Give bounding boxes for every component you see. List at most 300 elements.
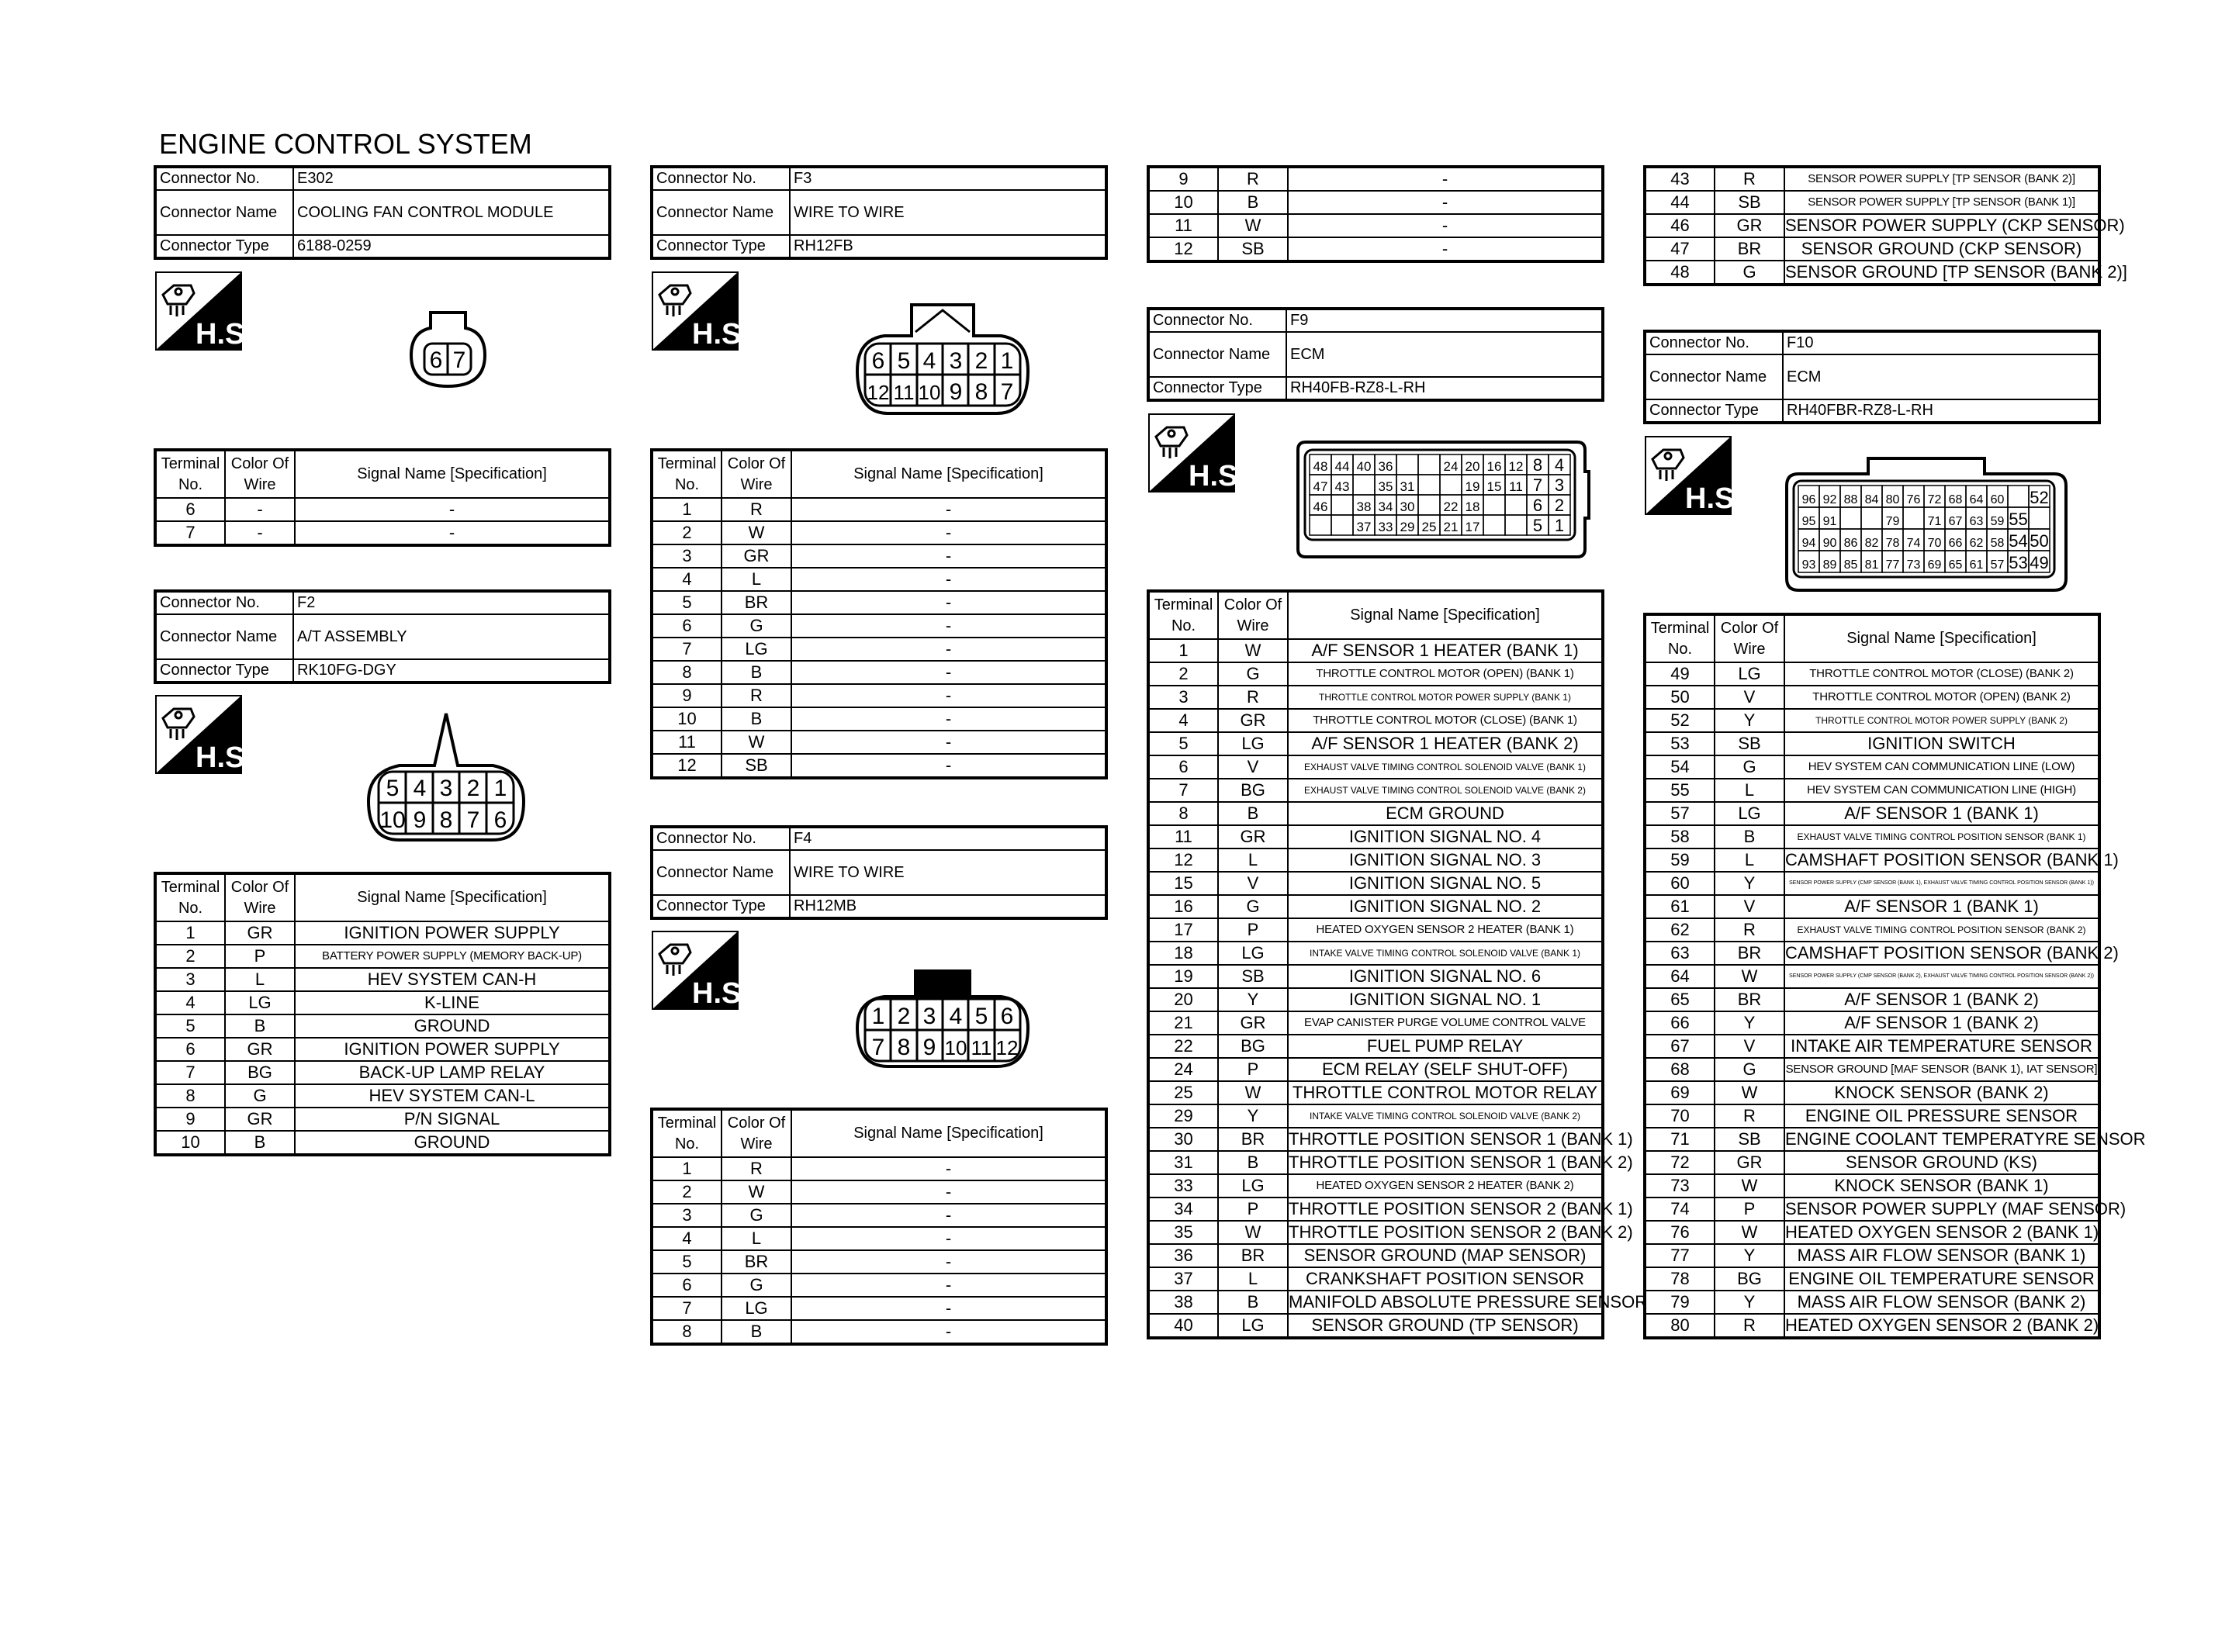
table-row [1645,167,2099,191]
label-connector-type: Connector Type [1148,377,1286,400]
signal-name-cell: ECM GROUND [1288,802,1603,825]
table-row [1645,942,2099,965]
col-signal-name: Signal Name [Specification] [1288,591,1603,639]
wire-color-cell: GR [225,1038,295,1061]
table-row [155,1108,610,1131]
pin-cell [1331,515,1353,535]
terminal-cell: 55 [1645,779,1715,802]
table-row [652,1204,1106,1227]
table-row [1645,732,2099,755]
pin-label: 62 [1969,537,1984,550]
table-row [652,661,1106,684]
label-connector-type: Connector Type [652,895,790,918]
table-row [1148,872,1603,895]
signal-name-cell: FUEL PUMP RELAY [1288,1035,1603,1058]
signal-name-cell: - [791,568,1106,591]
pin-label: 6 [429,347,443,373]
col-signal-name: Signal Name [Specification] [295,873,610,921]
wire-color-cell: LG [1218,1314,1288,1338]
pin-label: 38 [1356,499,1372,514]
pin-label: 76 [1906,493,1921,506]
pin-cell [1861,507,1882,529]
terminal-cell: 49 [1645,662,1715,686]
table-row [1148,848,1603,872]
pin-label: 25 [1421,520,1437,534]
table-row [1645,1244,2099,1267]
pin-label: 58 [1990,537,2005,550]
pin-table-f3 [650,448,1108,779]
terminal-cell: 59 [1645,848,1715,872]
signal-name-cell: IGNITION SIGNAL NO. 1 [1288,988,1603,1011]
col-terminal-no: Terminal No. [155,450,225,498]
pin-label: 2 [1554,496,1565,515]
label-connector-no: Connector No. [155,591,293,614]
wire-color-cell: R [1218,686,1288,709]
table-row [1148,214,1603,237]
wire-color-cell: B [1715,825,1784,848]
wire-color-cell: L [1715,848,1784,872]
table-row [1645,848,2099,872]
signal-name-cell: - [791,614,1106,638]
wire-color-cell: G [722,1274,791,1297]
wire-color-cell: B [722,707,791,731]
table-row [652,731,1106,754]
terminal-cell: 57 [1645,802,1715,825]
table-row [1148,167,1603,191]
terminal-cell: 70 [1645,1104,1715,1128]
terminal-cell: 2 [652,1180,722,1204]
signal-name-cell: - [791,1274,1106,1297]
terminal-cell: 1 [652,498,722,521]
table-row [1645,1058,2099,1081]
table-row [652,544,1106,568]
pin-label: 93 [1801,558,1816,572]
signal-name-cell: - [791,731,1106,754]
signal-name-cell: SENSOR GROUND (CKP SENSOR) [1784,237,2099,261]
wire-color-cell: R [722,498,791,521]
wire-color-cell: - [225,498,295,521]
wire-color-cell: W [1218,214,1288,237]
signal-name-cell: - [791,591,1106,614]
table-row [155,945,610,968]
wire-color-cell: R [1715,1104,1784,1128]
col-color-of-wire: Color Of Wire [1218,591,1288,639]
terminal-cell: 6 [155,498,225,521]
wire-color-cell: P [1218,1058,1288,1081]
pin-cell [1840,507,1861,529]
col-color-of-wire: Color Of Wire [1715,614,1784,662]
terminal-cell: 9 [155,1108,225,1131]
col-signal-name: Signal Name [Specification] [791,450,1106,498]
terminal-cell: 3 [652,544,722,568]
wire-color-cell: BG [1715,1267,1784,1291]
wire-color-cell: L [722,568,791,591]
signal-name-cell: IGNITION POWER SUPPLY [295,921,610,945]
wire-color-cell: P [1218,918,1288,942]
wire-color-cell: Y [1715,709,1784,732]
terminal-cell: 40 [1148,1314,1218,1338]
terminal-cell: 72 [1645,1151,1715,1174]
wire-color-cell: Y [1218,988,1288,1011]
wire-color-cell: V [1218,872,1288,895]
terminal-cell: 2 [1148,662,1218,686]
terminal-cell: 71 [1645,1128,1715,1151]
table-row [1645,1174,2099,1198]
pin-label: 59 [1990,515,2005,528]
wire-color-cell: LG [1218,732,1288,755]
wire-color-cell: LG [1715,662,1784,686]
col-color-of-wire: Color Of Wire [225,873,295,921]
hs-harness-side-icon [1148,413,1246,492]
connector-type-value: RK10FG-DGY [293,659,610,683]
table-row [155,1061,610,1084]
label-connector-type: Connector Type [652,235,790,258]
pin-label: 5 [1532,516,1543,535]
wire-color-cell: G [722,614,791,638]
table-row [1645,965,2099,988]
wire-color-cell: BG [1218,1035,1288,1058]
signal-name-cell: MASS AIR FLOW SENSOR (BANK 2) [1784,1291,2099,1314]
table-row [1148,1244,1603,1267]
signal-name-cell: A/F SENSOR 1 (BANK 1) [1784,895,2099,918]
label-connector-type: Connector Type [155,235,293,258]
pin-table-f2 [154,872,611,1156]
connector-no-value: F9 [1286,309,1603,332]
connector-no-value: F2 [293,591,610,614]
pin-label: 89 [1822,558,1837,572]
wire-color-cell: BR [1715,988,1784,1011]
terminal-cell: 38 [1148,1291,1218,1314]
terminal-cell: 2 [652,521,722,544]
wire-color-cell: W [1715,1174,1784,1198]
signal-name-cell: ENGINE OIL TEMPERATURE SENSOR [1784,1267,2099,1291]
wire-color-cell: P [1715,1198,1784,1221]
wire-color-cell: L [1218,1267,1288,1291]
signal-name-cell: SENSOR POWER SUPPLY [TP SENSOR (BANK 2)] [1784,167,2099,191]
signal-name-cell: EXHAUST VALVE TIMING CONTROL POSITION SENSOR (BANK 2) [1784,918,2099,942]
pin-label: 11 [893,381,915,404]
terminal-cell: 12 [652,754,722,778]
pin-label: 82 [1864,537,1879,550]
terminal-cell: 61 [1645,895,1715,918]
wire-color-cell: B [722,1320,791,1344]
connector-name-value: A/T ASSEMBLY [293,614,610,659]
table-row [155,968,610,991]
terminal-cell: 53 [1645,732,1715,755]
signal-name-cell: IGNITION SIGNAL NO. 4 [1288,825,1603,848]
pin-label: 10 [944,1036,967,1059]
connector-type-value: RH12FB [790,235,1106,258]
connector-face-f10 [1783,454,2070,594]
pin-label: 77 [1885,558,1900,572]
connector-no-value: F4 [790,827,1106,850]
signal-name-cell: ENGINE COOLANT TEMPERATYRE SENSOR [1784,1128,2099,1151]
table-row [1148,1198,1603,1221]
terminal-cell: 35 [1148,1221,1218,1244]
wire-color-cell: G [1715,1058,1784,1081]
connector-no-value: E302 [293,167,610,190]
terminal-cell: 19 [1148,965,1218,988]
table-row [652,521,1106,544]
pin-label: 11 [971,1036,992,1059]
wire-color-cell: BR [722,591,791,614]
signal-name-cell: MANIFOLD ABSOLUTE PRESSURE SENSOR [1288,1291,1603,1314]
terminal-cell: 7 [1148,779,1218,802]
signal-name-cell: SENSOR POWER SUPPLY (CMP SENSOR (BANK 1), EXHAUST VALVE TIMING CONTROL POSITION SENSOR (BANK 1)) [1784,872,2099,895]
wire-color-cell: GR [225,921,295,945]
pin-table-f4-continued [1147,165,1604,263]
terminal-cell: 9 [1148,167,1218,191]
pin-label: 43 [1334,479,1350,494]
table-row [1148,732,1603,755]
wire-color-cell: W [1218,1221,1288,1244]
wire-color-cell: B [1218,1151,1288,1174]
pin-label: 86 [1843,537,1858,550]
hs-harness-side-icon [1645,436,1742,515]
terminal-cell: 47 [1645,237,1715,261]
terminal-cell: 7 [652,638,722,661]
wire-color-cell: SB [1218,237,1288,261]
wire-color-cell: BG [225,1061,295,1084]
wire-color-cell: W [722,521,791,544]
pin-label: 2 [466,776,480,801]
pin-label: 10 [379,807,406,833]
pin-label: 66 [1948,537,1963,550]
signal-name-cell: - [791,544,1106,568]
signal-name-cell: - [1288,191,1603,214]
terminal-cell: 7 [652,1297,722,1320]
table-row [1148,1011,1603,1035]
wire-color-cell: BR [1218,1244,1288,1267]
wire-color-cell: BR [722,1250,791,1274]
signal-name-cell: THROTTLE POSITION SENSOR 2 (BANK 2) [1288,1221,1603,1244]
terminal-cell: 8 [155,1084,225,1108]
terminal-cell: 64 [1645,965,1715,988]
table-row [652,614,1106,638]
wire-color-cell: LG [1218,1174,1288,1198]
wire-color-cell: BG [1218,779,1288,802]
wire-color-cell: B [722,661,791,684]
table-row [652,638,1106,661]
table-row [1645,755,2099,779]
terminal-cell: 54 [1645,755,1715,779]
terminal-cell: 21 [1148,1011,1218,1035]
pin-cell [1418,475,1440,495]
pin-label: 49 [2030,553,2049,572]
pin-label: 12 [995,1036,1019,1059]
signal-name-cell: INTAKE AIR TEMPERATURE SENSOR [1784,1035,2099,1058]
pin-label: 4 [1554,455,1565,475]
table-row [1148,1291,1603,1314]
connector-info-e302 [154,165,611,260]
table-row [652,1297,1106,1320]
wire-color-cell: W [1715,1221,1784,1244]
terminal-cell: 58 [1645,825,1715,848]
wire-color-cell: W [1715,1081,1784,1104]
table-row [652,1227,1106,1250]
table-row [1645,237,2099,261]
signal-name-cell: EXHAUST VALVE TIMING CONTROL SOLENOID VALVE (BANK 1) [1288,755,1603,779]
table-row [1148,662,1603,686]
terminal-cell: 20 [1148,988,1218,1011]
wire-color-cell: BR [1715,237,1784,261]
table-row [155,921,610,945]
table-row [1148,1081,1603,1104]
terminal-cell: 10 [652,707,722,731]
table-row [1148,988,1603,1011]
wire-color-cell: V [1218,755,1288,779]
signal-name-cell: SENSOR GROUND [TP SENSOR (BANK 2)] [1784,261,2099,285]
pin-cell [1353,475,1375,495]
wire-color-cell: W [1218,1081,1288,1104]
pin-label: 91 [1822,515,1837,528]
signal-name-cell: A/F SENSOR 1 (BANK 2) [1784,1011,2099,1035]
terminal-cell: 4 [1148,709,1218,732]
connector-face-f4 [853,962,1032,1070]
connector-type-value: RH40FBR-RZ8-L-RH [1783,399,2099,423]
pin-cell [2008,486,2029,507]
signal-name-cell: KNOCK SENSOR (BANK 2) [1784,1081,2099,1104]
pin-label: 4 [413,776,427,801]
table-row [1645,214,2099,237]
label-connector-no: Connector No. [1645,331,1783,354]
table-row [1148,686,1603,709]
pin-cell [1418,495,1440,515]
pin-label: 7 [1532,475,1543,495]
table-row [652,591,1106,614]
wire-color-cell: L [225,968,295,991]
wire-color-cell: W [722,731,791,754]
signal-name-cell: THROTTLE CONTROL MOTOR (OPEN) (BANK 2) [1784,686,2099,709]
signal-name-cell: ENGINE OIL PRESSURE SENSOR [1784,1104,2099,1128]
connector-type-value: 6188-0259 [293,235,610,258]
col-signal-name: Signal Name [Specification] [295,450,610,498]
terminal-cell: 10 [1148,191,1218,214]
pin-label: 53 [2009,553,2028,572]
pin-cell [1505,515,1527,535]
pin-label: 55 [2009,510,2028,529]
pin-label: 88 [1843,493,1858,506]
terminal-cell: 79 [1645,1291,1715,1314]
connector-info-f9 [1147,307,1604,402]
table-row [155,991,610,1014]
label-connector-no: Connector No. [652,167,790,190]
wire-color-cell: V [1715,686,1784,709]
pin-label: 61 [1969,558,1984,572]
signal-name-cell: HEV SYSTEM CAN-L [295,1084,610,1108]
table-row [1645,1267,2099,1291]
label-connector-no: Connector No. [652,827,790,850]
pin-label: 29 [1400,520,1415,534]
terminal-cell: 6 [155,1038,225,1061]
pin-label: 5 [897,348,911,374]
pin-label: 17 [1465,520,1480,534]
signal-name-cell: - [791,707,1106,731]
terminal-cell: 10 [155,1131,225,1155]
signal-name-cell: SENSOR GROUND (MAP SENSOR) [1288,1244,1603,1267]
connector-name-value: ECM [1286,332,1603,377]
terminal-cell: 62 [1645,918,1715,942]
pin-cell [1440,475,1462,495]
connector-name-value: COOLING FAN CONTROL MODULE [293,190,610,235]
wire-color-cell: G [1715,755,1784,779]
terminal-cell: 74 [1645,1198,1715,1221]
table-row [1645,1035,2099,1058]
signal-name-cell: HEATED OXYGEN SENSOR 2 (BANK 2) [1784,1314,2099,1338]
connector-name-value: ECM [1783,354,2099,399]
pin-label: 37 [1356,520,1372,534]
wire-color-cell: G [1218,895,1288,918]
pin-cell [1396,454,1418,475]
signal-name-cell: SENSOR POWER SUPPLY (CMP SENSOR (BANK 2), EXHAUST VALVE TIMING CONTROL POSITION SENSOR (BANK 2)) [1784,965,2099,988]
terminal-cell: 12 [1148,848,1218,872]
table-row [1148,755,1603,779]
pin-label: 70 [1927,537,1942,550]
pin-label: 80 [1885,493,1900,506]
wire-color-cell: BR [1218,1128,1288,1151]
table-row [155,1014,610,1038]
table-row [652,1320,1106,1344]
table-row [1645,191,2099,214]
connector-no-value: F10 [1783,331,2099,354]
signal-name-cell: THROTTLE POSITION SENSOR 2 (BANK 1) [1288,1198,1603,1221]
pin-label: 5 [386,776,400,801]
table-row [1148,1267,1603,1291]
pin-table-f9 [1147,589,1648,1339]
signal-name-cell: GROUND [295,1131,610,1155]
terminal-cell: 78 [1645,1267,1715,1291]
terminal-cell: 80 [1645,1314,1715,1338]
signal-name-cell: - [791,1180,1106,1204]
terminal-cell: 1 [652,1157,722,1180]
table-row [1148,1174,1603,1198]
pin-label: 9 [413,807,427,833]
pin-label: 81 [1864,558,1879,572]
table-row [155,1131,610,1155]
wire-color-cell: B [225,1014,295,1038]
connector-info-f4 [650,825,1108,920]
col-terminal-no: Terminal No. [652,1109,722,1157]
terminal-cell: 9 [652,684,722,707]
terminal-cell: 76 [1645,1221,1715,1244]
signal-name-cell: CRANKSHAFT POSITION SENSOR [1288,1267,1603,1291]
wire-color-cell: R [1715,167,1784,191]
pin-label: 4 [922,348,936,374]
connector-info-f2 [154,589,611,684]
pin-table-e302 [154,448,611,547]
pin-label: 35 [1378,479,1393,494]
table-row [1148,1221,1603,1244]
signal-name-cell: GROUND [295,1014,610,1038]
table-row [155,1038,610,1061]
wire-color-cell: V [1715,895,1784,918]
signal-name-cell: HEV SYSTEM CAN COMMUNICATION LINE (HIGH) [1784,779,2099,802]
pin-cell [1418,454,1440,475]
wire-color-cell: W [722,1180,791,1204]
connector-face-f9 [1294,425,1589,561]
wire-color-cell: G [225,1084,295,1108]
table-row [652,1157,1106,1180]
table-row [1645,1104,2099,1128]
wire-color-cell: GR [1715,214,1784,237]
pin-label: 1 [871,1004,885,1029]
table-row [1645,802,2099,825]
signal-name-cell: EVAP CANISTER PURGE VOLUME CONTROL VALVE [1288,1011,1603,1035]
pin-label: 60 [1990,493,2005,506]
wire-color-cell: Y [1715,1291,1784,1314]
pin-label: 52 [2030,488,2049,507]
table-row [652,1250,1106,1274]
